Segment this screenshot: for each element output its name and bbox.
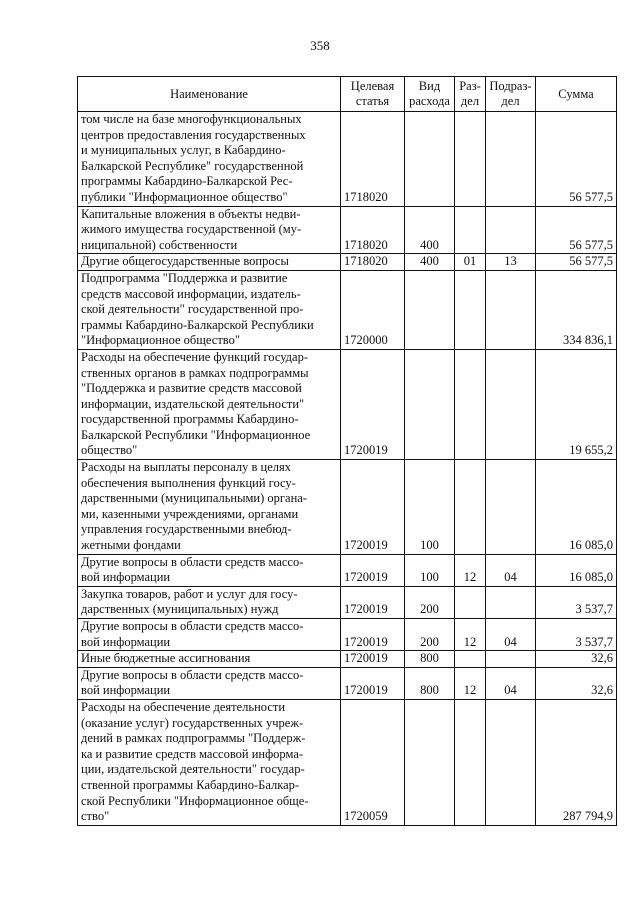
cell-expense-type: 800 — [405, 667, 455, 699]
cell-name-line: вой информации — [81, 570, 171, 585]
cell-section: 12 — [455, 667, 486, 699]
header-name: Наименование — [78, 77, 341, 112]
cell-section — [455, 112, 486, 207]
cell-name-line: дарственных (муниципальных) нужд — [81, 602, 279, 617]
table-row — [78, 651, 617, 668]
cell-subsection — [486, 270, 536, 349]
cell-subsection — [486, 460, 536, 555]
cell-section — [455, 460, 486, 555]
cell-section: 12 — [455, 619, 486, 651]
header-section: Раз-дел — [455, 77, 486, 112]
cell-name-line: центров предоставления государственных — [81, 127, 306, 142]
cell-name-line: Балкарской Республике" государственной — [81, 158, 304, 173]
table-row — [78, 667, 617, 699]
cell-name-line: государственной программы Кабардино- — [81, 412, 299, 427]
cell-target-article: 1720019 — [341, 554, 405, 586]
table-row — [78, 112, 617, 207]
cell-sum: 16 085,0 — [536, 460, 617, 555]
cell-name-line: дарственными (муниципальными) органа- — [81, 491, 307, 506]
table-row — [78, 699, 617, 825]
cell-section: 01 — [455, 254, 486, 271]
page-number: 358 — [310, 38, 330, 53]
cell-name-line: (оказание услуг) государственных учреж- — [81, 715, 304, 730]
cell-subsection — [486, 112, 536, 207]
cell-name — [78, 270, 341, 349]
cell-name-line: Иные бюджетные ассигнования — [81, 651, 251, 666]
cell-name-line: граммы Кабардино-Балкарской Республики — [81, 317, 314, 332]
cell-subsection — [486, 349, 536, 459]
cell-expense-type: 400 — [405, 206, 455, 254]
cell-expense-type — [405, 270, 455, 349]
cell-sum: 287 794,9 — [536, 699, 617, 825]
cell-name-line: Балкарской Республики "Информационное — [81, 427, 311, 442]
cell-subsection — [486, 651, 536, 668]
cell-sum: 56 577,5 — [536, 254, 617, 271]
cell-name-line: жимого имущества государственной (му- — [81, 222, 302, 237]
cell-name — [78, 349, 341, 459]
cell-name — [78, 699, 341, 825]
cell-name-line: ка и развитие средств массовой информа- — [81, 746, 304, 761]
table-row — [78, 206, 617, 254]
cell-name-line: информации, издательской деятельности" — [81, 396, 305, 411]
cell-sum: 3 537,7 — [536, 619, 617, 651]
cell-sum: 32,6 — [536, 651, 617, 668]
cell-name — [78, 651, 341, 668]
budget-table — [77, 76, 617, 826]
cell-target-article: 1720019 — [341, 651, 405, 668]
cell-name — [78, 667, 341, 699]
cell-name-line: ми, казенными учреждениями, органами — [81, 506, 299, 521]
cell-expense-type — [405, 112, 455, 207]
cell-name-line: Закупка товаров, работ и услуг для госу- — [81, 586, 298, 601]
cell-target-article: 1720059 — [341, 699, 405, 825]
cell-target-article: 1720000 — [341, 270, 405, 349]
cell-name-line: Подпрограмма "Поддержка и развитие — [81, 270, 288, 285]
cell-expense-type: 100 — [405, 460, 455, 555]
cell-section — [455, 206, 486, 254]
cell-name-line: публики "Информационное общество" — [81, 189, 288, 204]
cell-name-line: жетными фондами — [81, 538, 181, 553]
cell-section — [455, 699, 486, 825]
cell-expense-type — [405, 699, 455, 825]
table-row — [78, 254, 617, 271]
cell-sum: 56 577,5 — [536, 112, 617, 207]
cell-name-line: Расходы на обеспечение деятельности — [81, 699, 286, 714]
cell-name-line: ственных органов в рамках подпрограммы — [81, 365, 309, 380]
cell-name-line: ниципальной) собственности — [81, 237, 238, 252]
cell-name — [78, 619, 341, 651]
cell-name-line: Расходы на выплаты персоналу в целях — [81, 460, 291, 475]
cell-expense-type: 100 — [405, 554, 455, 586]
table-row — [78, 619, 617, 651]
cell-subsection — [486, 699, 536, 825]
cell-sum: 56 577,5 — [536, 206, 617, 254]
cell-name-line: "Поддержка и развитие средств массовой — [81, 381, 302, 396]
header-sum: Сумма — [536, 77, 617, 112]
cell-expense-type: 200 — [405, 586, 455, 618]
cell-name — [78, 586, 341, 618]
table-row — [78, 586, 617, 618]
cell-name — [78, 460, 341, 555]
cell-expense-type: 200 — [405, 619, 455, 651]
cell-target-article: 1718020 — [341, 112, 405, 207]
header-subsection: Подраз-дел — [486, 77, 536, 112]
table-row — [78, 349, 617, 459]
header-target-article: Целевая статья — [341, 77, 405, 112]
cell-name-line: вой информации — [81, 683, 171, 698]
cell-name-line: том числе на базе многофункциональных — [81, 112, 302, 126]
cell-name-line: "Информационное общество" — [81, 333, 240, 348]
cell-name — [78, 554, 341, 586]
cell-sum: 32,6 — [536, 667, 617, 699]
cell-subsection: 04 — [486, 667, 536, 699]
cell-target-article: 1718020 — [341, 254, 405, 271]
cell-target-article: 1720019 — [341, 619, 405, 651]
cell-expense-type: 800 — [405, 651, 455, 668]
cell-name-line: общество" — [81, 443, 138, 458]
cell-subsection: 13 — [486, 254, 536, 271]
cell-target-article: 1720019 — [341, 460, 405, 555]
cell-name-line: программы Кабардино-Балкарской Рес- — [81, 174, 293, 189]
cell-name-line: Расходы на обеспечение функций государ- — [81, 349, 308, 364]
cell-expense-type — [405, 349, 455, 459]
cell-name — [78, 254, 341, 271]
cell-subsection — [486, 206, 536, 254]
cell-subsection — [486, 586, 536, 618]
cell-name-line: обеспечения выполнения функций госу- — [81, 475, 296, 490]
cell-name-line: и муниципальных услуг, в Кабардино- — [81, 143, 286, 158]
cell-name-line: Другие вопросы в области средств массо- — [81, 554, 304, 569]
cell-target-article: 1720019 — [341, 667, 405, 699]
cell-subsection: 04 — [486, 619, 536, 651]
cell-name — [78, 206, 341, 254]
cell-sum: 334 836,1 — [536, 270, 617, 349]
cell-name-line: средств массовой информации, издатель- — [81, 286, 301, 301]
cell-target-article: 1718020 — [341, 206, 405, 254]
cell-sum: 19 655,2 — [536, 349, 617, 459]
cell-section — [455, 270, 486, 349]
cell-sum: 3 537,7 — [536, 586, 617, 618]
cell-name-line: Капитальные вложения в объекты недви- — [81, 206, 301, 221]
cell-section — [455, 586, 486, 618]
cell-name-line: ской деятельности" государственной про- — [81, 302, 304, 317]
cell-target-article: 1720019 — [341, 586, 405, 618]
cell-name-line: Другие вопросы в области средств массо- — [81, 619, 304, 633]
table-header-row — [78, 77, 617, 112]
table-row — [78, 270, 617, 349]
cell-target-article: 1720019 — [341, 349, 405, 459]
header-expense-type: Вид расхода — [405, 77, 455, 112]
cell-sum: 16 085,0 — [536, 554, 617, 586]
cell-name-line: Другие вопросы в области средств массо- — [81, 667, 304, 682]
cell-name-line: дений в рамках подпрограммы "Поддерж- — [81, 731, 306, 746]
cell-name-line: ство" — [81, 809, 110, 824]
cell-name — [78, 112, 341, 207]
table-row — [78, 460, 617, 555]
cell-name-line: вой информации — [81, 634, 171, 649]
table-row — [78, 554, 617, 586]
cell-name-line: ской Республики "Информационное обще- — [81, 793, 309, 808]
cell-name-line: Другие общегосударственные вопросы — [81, 254, 289, 269]
cell-section — [455, 349, 486, 459]
cell-section — [455, 651, 486, 668]
cell-name-line: управления государственными внебюд- — [81, 522, 292, 537]
cell-subsection: 04 — [486, 554, 536, 586]
cell-section: 12 — [455, 554, 486, 586]
cell-name-line: ции, издательской деятельности" государ- — [81, 762, 305, 777]
cell-name-line: ственной программы Кабардино-Балкар- — [81, 777, 300, 792]
cell-expense-type: 400 — [405, 254, 455, 271]
